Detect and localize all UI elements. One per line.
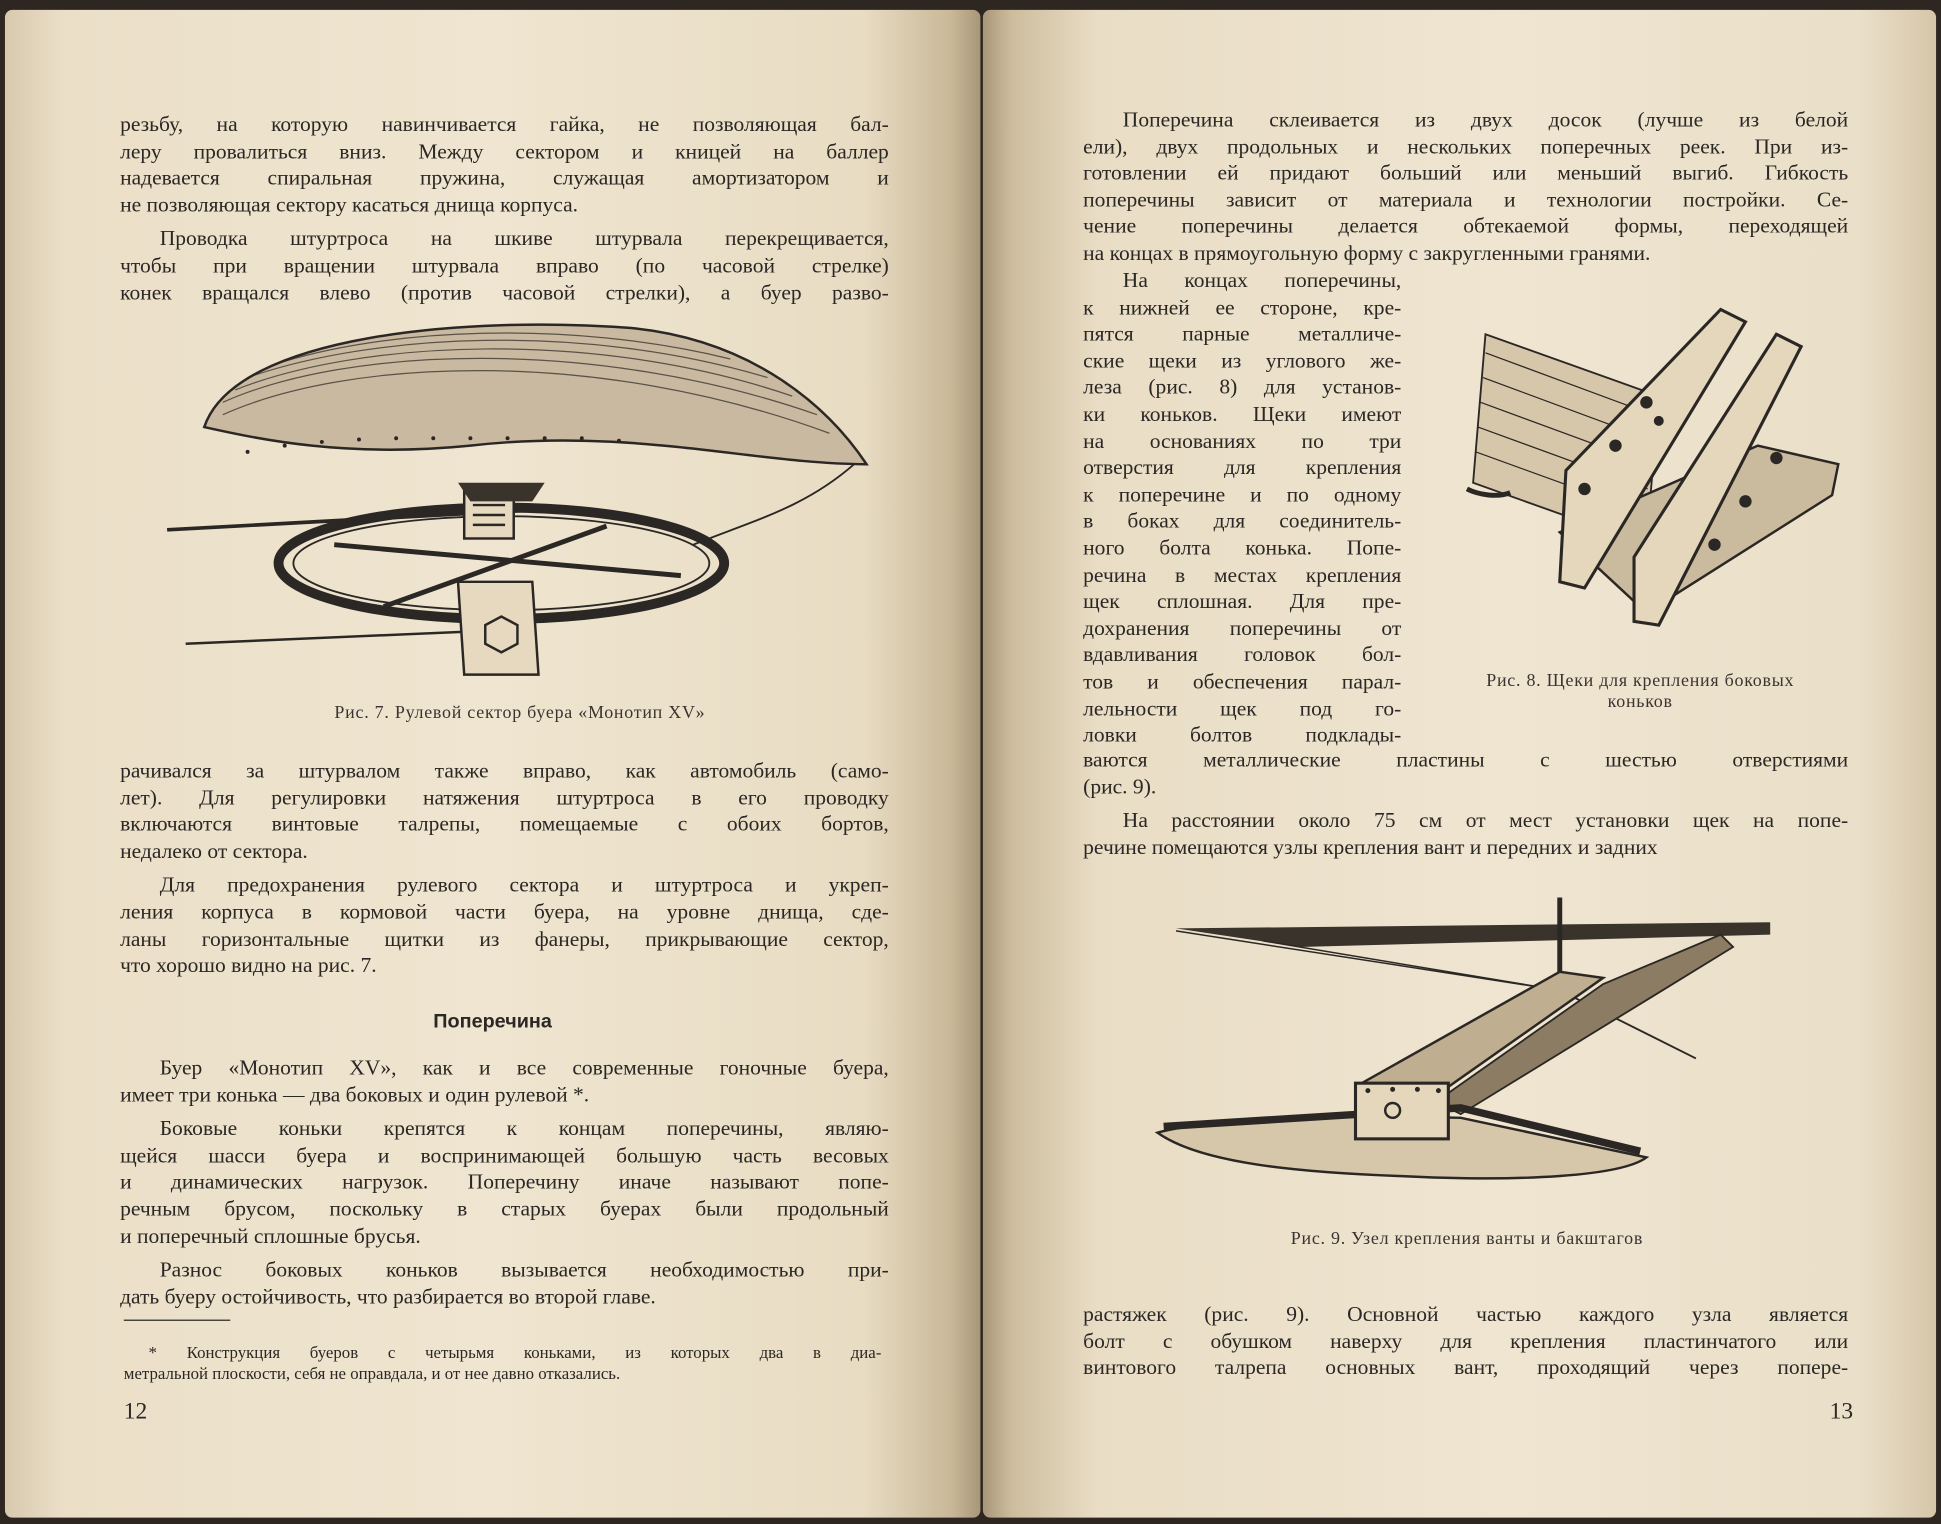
text-line: ного болта конька. Попе-: [1083, 534, 1402, 560]
text-line: дать буеру остойчивость, что разбирается во второй главе.: [120, 1283, 656, 1309]
paragraph: [120, 758, 889, 865]
text-line: отверстия для крепления: [1083, 454, 1402, 480]
text-line: На расстоянии около 75 см от мест установки щек на попе-: [1122, 807, 1849, 833]
paragraph: [1083, 1301, 1848, 1381]
text-line: имеет три конька — два боковых и один рулевой *.: [120, 1081, 590, 1107]
text-line: Разнос боковых коньков вызывается необходимостью при-: [159, 1256, 889, 1282]
text-line: недалеко от сектора.: [120, 837, 308, 863]
text-line: Для предохранения рулевого сектора и штуртроса и укреп-: [159, 871, 889, 897]
text-line: лет). Для регулировки натяжения штуртроса в его проводку: [120, 784, 889, 810]
text-line: тов и обеспечения парал-: [1083, 668, 1402, 694]
text-line: ления корпуса в кормовой части буера, на уровне днища, сде-: [120, 898, 889, 924]
paragraph: [120, 1055, 889, 1108]
paragraph: [120, 111, 889, 218]
text-line: леза (рис. 8) для установ-: [1083, 374, 1402, 400]
paragraph: [120, 1116, 889, 1250]
text-line: щек сплошная. Для пре-: [1083, 588, 1402, 613]
text-line: метральной плоскости, себя не оправдала, и от нее давно отказались.: [123, 1364, 621, 1383]
text-line: к нижней ее стороне, кре-: [1083, 294, 1402, 319]
text-line: конек вращался влево (против часовой стрелки), а буер разво-: [120, 279, 889, 304]
text-line: болт с обушком наверху для крепления пластинчатого или: [1083, 1327, 1849, 1353]
text-line: чтобы при вращении штурвала вправо (по часовой стрелке): [120, 252, 889, 278]
text-line: что хорошо видно на рис. 7.: [120, 952, 377, 977]
text-line: леру провалиться вниз. Между сектором и кницей на баллер: [120, 138, 889, 163]
left-top-text: [120, 111, 889, 306]
text-line: к поперечине и по одному: [1083, 481, 1402, 506]
text-line: Поперечина склеивается из двух досок (лучше из белой: [1122, 106, 1849, 132]
text-line: растяжек (рис. 9). Основной частью каждого узла является: [1083, 1301, 1849, 1326]
page-number-left: 12: [123, 1398, 148, 1425]
text-line: * Конструкция буеров с четырьмя коньками, из которых два в диа-: [148, 1343, 882, 1362]
text-line: (рис. 9).: [1083, 773, 1157, 798]
text-line: включаются винтовые талрепы, помещаемые с обоих бортов,: [120, 811, 889, 836]
text-line: чение поперечины делается обтекаемой формы, переходящей: [1083, 213, 1849, 239]
right-narrow-column-text: [1083, 267, 1401, 748]
figure-8-caption: [1424, 671, 1857, 713]
text-line: лельности щек под го-: [1083, 695, 1402, 720]
footnote-rule: [124, 1320, 230, 1321]
paragraph: [120, 872, 889, 979]
text-line: щейся шасси буера и воспринимающей большую часть весовых: [120, 1142, 889, 1168]
text-line: речина в местах крепления: [1083, 561, 1402, 587]
text-line: ваются металлические пластины с шестью отверстиями: [1083, 746, 1849, 772]
footnote: [124, 1342, 882, 1384]
text-line: вдавливания головок бол-: [1083, 641, 1402, 667]
text-line: на основаниях по три: [1083, 427, 1402, 453]
text-line: винтового талрепа основных вант, проходящий через попере-: [1083, 1354, 1849, 1380]
text-line: и динамических нагрузок. Поперечину иначе называют попе-: [120, 1169, 889, 1194]
text-line: речным брусом, поскольку в старых буерах были продольный: [120, 1195, 889, 1221]
right-top-text: [1083, 106, 1848, 266]
text-line: поперечины зависит от материала и технологии постройки. Се-: [1083, 186, 1849, 212]
text-line: ки коньков. Щеки имеют: [1083, 401, 1402, 426]
text-line: ловки болтов подклады-: [1083, 721, 1402, 747]
paragraph: [120, 1257, 889, 1310]
paragraph: [120, 226, 889, 306]
text-line: дохранения поперечины от: [1083, 614, 1402, 640]
section-heading: Поперечина: [433, 1011, 552, 1033]
text-line: ели), двух продольных и нескольких поперечных реек. При из-: [1083, 133, 1849, 158]
text-line: пятся парные металличе-: [1083, 320, 1402, 346]
left-bottom-text: [120, 1055, 889, 1310]
right-middle-text: [1083, 746, 1848, 860]
text-line: надевается спиральная пружина, служащая амортизатором и: [120, 164, 889, 190]
text-line: рачивался за штурвалом также вправо, как автомобиль (само-: [120, 757, 889, 783]
text-line: ские щеки из углового же-: [1083, 347, 1402, 373]
figure-7-caption: Рис. 7. Рулевой сектор буера «Монотип XV»: [334, 703, 706, 723]
text-line: в боках для соединитель-: [1083, 507, 1402, 533]
page-number-right: 13: [1829, 1398, 1854, 1425]
text-line: не позволяющая сектору касаться днища корпуса.: [120, 191, 579, 217]
figure-8-caption-line: коньков: [1607, 691, 1673, 712]
text-line: На концах поперечины,: [1122, 267, 1402, 293]
figure-7-steering-sector-illustration: [161, 309, 879, 693]
figure-9-stay-fitting-illustration: [1151, 897, 1782, 1200]
text-line: речине помещаются узлы крепления вант и передних и задних: [1083, 834, 1658, 859]
text-line: Боковые коньки крепятся к концам поперечины, являю-: [159, 1115, 889, 1141]
paragraph: [1083, 746, 1848, 799]
text-line: Буер «Монотип XV», как и все современные гоночные буера,: [159, 1054, 889, 1080]
left-middle-text: [120, 758, 889, 979]
text-line: готовлении ей придают больший или меньший выгиб. Гибкость: [1083, 159, 1849, 185]
text-line: резьбу, на которую навинчивается гайка, не позволяющая бал-: [120, 111, 889, 137]
text-line: Проводка штуртроса на шкиве штурвала перекрещивается,: [159, 225, 889, 251]
figure-8-caption-line: Рис. 8. Щеки для крепления боковых: [1486, 670, 1795, 691]
paragraph: [1083, 106, 1848, 266]
text-line: на концах в прямоугольную форму с закругленными гранями.: [1083, 240, 1651, 265]
text-line: ланы горизонтальные щитки из фанеры, прикрывающие сектор,: [120, 925, 889, 951]
figure-9-caption: Рис. 9. Узел крепления ванты и бакштагов: [1290, 1229, 1644, 1250]
right-bottom-text: [1083, 1301, 1848, 1381]
text-line: и поперечный сплошные брусья.: [120, 1222, 421, 1248]
paragraph: [1083, 807, 1848, 860]
figure-8-bracket-illustration: [1461, 297, 1851, 650]
